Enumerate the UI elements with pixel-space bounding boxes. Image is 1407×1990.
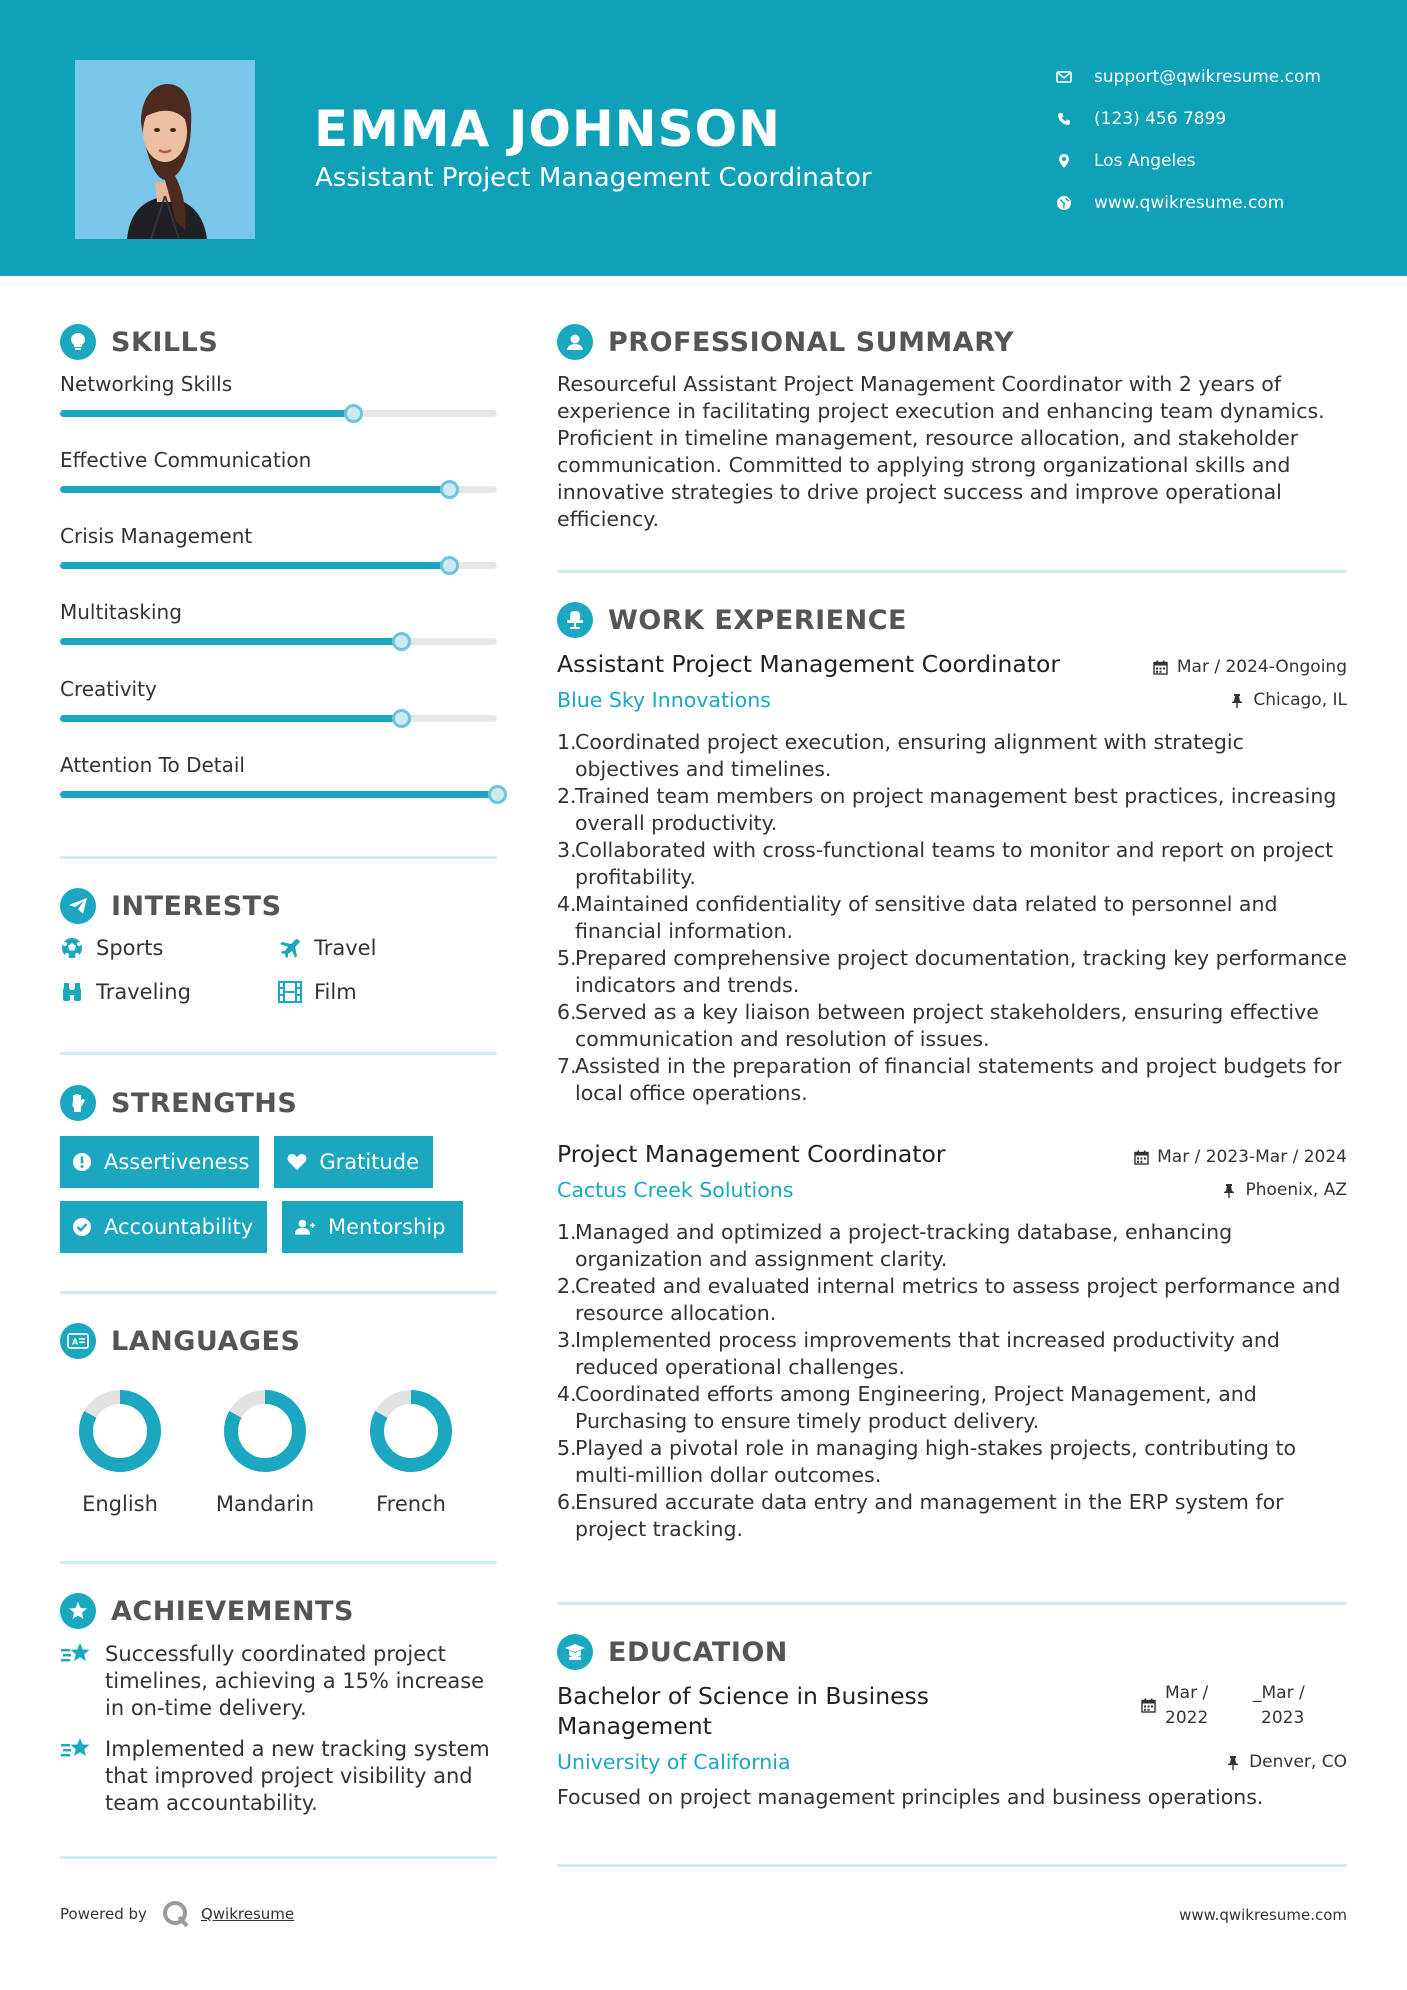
contact-location xyxy=(1055,140,1321,182)
contact-email[interactable] xyxy=(1055,56,1321,98)
skill-bar-fill xyxy=(60,715,401,722)
skill-bar-track xyxy=(60,638,497,645)
skill-name: Attention To Detail xyxy=(60,753,245,777)
job-duty-text: Coordinated project execution, ensuring alignment with strategic objectives and timelines. xyxy=(575,730,1244,781)
interest-label: Travel xyxy=(314,936,377,960)
job-duties-list xyxy=(557,1219,1347,1543)
school-name: University of California xyxy=(557,1750,791,1774)
strength-badge xyxy=(274,1136,433,1188)
job-duty-item xyxy=(557,783,1347,837)
job-location-text: Chicago, IL xyxy=(1253,690,1347,710)
education-start-date xyxy=(1165,1681,1208,1731)
phone-icon xyxy=(1055,110,1073,128)
skill-bar-track xyxy=(60,486,497,493)
job-location xyxy=(1221,1180,1347,1200)
lightbulb-icon xyxy=(60,324,96,360)
pushpin-icon xyxy=(1229,692,1245,708)
section-divider xyxy=(60,1291,497,1294)
job-duty-text: Trained team members on project management best practices, increasing overall productivity. xyxy=(575,784,1337,835)
calendar-icon xyxy=(1153,659,1169,675)
strength-label: Accountability xyxy=(104,1215,254,1239)
powered-by-label: Powered by xyxy=(60,1905,147,1923)
candidate-name: EMMA JOHNSON xyxy=(314,100,781,158)
job-duty-text: Created and evaluated internal metrics to assess project performance and resource allocation. xyxy=(575,1274,1341,1325)
resume-header xyxy=(0,0,1407,276)
globe-icon xyxy=(1055,194,1073,212)
strength-label: Gratitude xyxy=(319,1150,419,1174)
skill-bar-fill xyxy=(60,791,497,798)
job-duty-item xyxy=(557,1489,1347,1543)
job-location xyxy=(1229,690,1347,710)
job-duty-text: Prepared comprehensive project documentation, tracking key performance indicators and trends. xyxy=(575,946,1347,997)
section-divider xyxy=(557,1602,1347,1605)
contact-website-text: www.qwikresume.com xyxy=(1094,193,1285,213)
education-end-line2: 2023 xyxy=(1261,1708,1305,1728)
job-duty-number: 6. xyxy=(557,1000,577,1024)
strengths-title: STRENGTHS xyxy=(111,1087,298,1119)
profile-photo xyxy=(75,60,255,239)
job-duty-item xyxy=(557,891,1347,945)
languages-heading xyxy=(60,1323,300,1359)
job-duty-number: 3. xyxy=(557,1328,577,1352)
skill-name: Effective Communication xyxy=(60,448,312,472)
skill-bar-fill xyxy=(60,638,401,645)
job-dates-text: Mar / 2023-Mar / 2024 xyxy=(1157,1147,1347,1167)
job-duty-number: 4. xyxy=(557,1382,577,1406)
education-heading xyxy=(557,1634,788,1670)
achievement-text: Successfully coordinated project timelines, achieving a 15% increase in on-time delivery. xyxy=(105,1642,485,1720)
strength-label: Mentorship xyxy=(328,1215,446,1239)
job-duty-text: Ensured accurate data entry and management in the ERP system for project tracking. xyxy=(575,1490,1284,1541)
education-start-line2: 2022 xyxy=(1165,1708,1209,1728)
job-duty-text: Collaborated with cross-functional teams to monitor and report on project profitability. xyxy=(575,838,1334,889)
section-divider xyxy=(60,1052,497,1055)
section-divider xyxy=(60,1856,497,1859)
skill-bar-knob xyxy=(344,404,363,423)
job-duty-text: Managed and optimized a project-tracking database, enhancing organization and assignment clarity. xyxy=(575,1220,1233,1271)
user-circle-icon xyxy=(557,324,593,360)
skill-bar-track xyxy=(60,715,497,722)
job-location-text: Phoenix, AZ xyxy=(1245,1180,1347,1200)
job-duty-text: Maintained confidentiality of sensitive data related to personnel and financial information. xyxy=(575,892,1278,943)
section-divider xyxy=(557,570,1347,573)
language-icon xyxy=(60,1323,96,1359)
contact-email-text: support@qwikresume.com xyxy=(1094,67,1321,87)
calendar-icon xyxy=(1141,1698,1156,1717)
skill-item xyxy=(60,448,500,472)
job-duty-number: 3. xyxy=(557,838,577,862)
job-duty-item xyxy=(557,1219,1347,1273)
section-divider xyxy=(557,1864,1347,1867)
strength-badge xyxy=(60,1201,267,1253)
interests-heading xyxy=(60,888,282,924)
raised-fist-icon xyxy=(60,1085,96,1121)
skill-bar-knob xyxy=(488,785,507,804)
skill-bar-knob xyxy=(440,556,459,575)
film-icon xyxy=(278,980,302,1004)
language-name: English xyxy=(82,1492,158,1516)
job-duty-number: 6. xyxy=(557,1490,577,1514)
job-duty-text: Played a pivotal role in managing high-stakes projects, contributing to multi-million dollar outcomes. xyxy=(575,1436,1297,1487)
contact-phone-text: (123) 456 7899 xyxy=(1094,109,1227,129)
skill-item xyxy=(60,524,500,548)
skill-name: Networking Skills xyxy=(60,372,233,396)
user-plus-icon xyxy=(294,1216,316,1238)
contact-phone[interactable] xyxy=(1055,98,1321,140)
job-duty-item xyxy=(557,945,1347,999)
languages-title: LANGUAGES xyxy=(111,1325,301,1357)
strength-badge xyxy=(60,1136,259,1188)
interest-item xyxy=(60,936,163,960)
language-donut xyxy=(366,1386,456,1476)
envelope-icon xyxy=(1055,68,1073,86)
job-duty-number: 5. xyxy=(557,1436,577,1460)
interest-item xyxy=(278,936,376,960)
education-description: Focused on project management principles and business operations. xyxy=(557,1785,1264,1809)
strength-label: Assertiveness xyxy=(104,1150,250,1174)
skill-name: Creativity xyxy=(60,677,157,701)
skills-heading xyxy=(60,324,218,360)
job-dates xyxy=(1153,657,1347,677)
language-name: French xyxy=(376,1492,446,1516)
job-duty-item xyxy=(557,1273,1347,1327)
skill-bar-knob xyxy=(392,709,411,728)
pushpin-icon xyxy=(1221,1182,1237,1198)
shooting-star-icon xyxy=(60,1736,92,1764)
achievement-item xyxy=(60,1641,500,1722)
paper-plane-icon xyxy=(60,888,96,924)
language-item xyxy=(341,1386,481,1516)
job-title: Project Management Coordinator xyxy=(557,1140,946,1168)
briefcase-chair-icon xyxy=(557,602,593,638)
job-duty-number: 1. xyxy=(557,730,577,754)
skill-item xyxy=(60,372,500,396)
skill-name: Multitasking xyxy=(60,600,182,624)
summary-heading xyxy=(557,324,1014,360)
job-duty-number: 7. xyxy=(557,1054,577,1078)
language-item xyxy=(50,1386,190,1516)
summary-text: Resourceful Assistant Project Management Coordinator with 2 years of experience in facilitating project execution and enhancing team dynamics. Proficient in timeline management, resource allocation, and stakeholder communication. Committed to applying strong organizational skills and innovative strategies to drive project success and improve operational efficiency. xyxy=(557,372,1325,531)
skill-bar-track xyxy=(60,410,497,417)
experience-title: WORK EXPERIENCE xyxy=(608,604,907,636)
job-dates xyxy=(1133,1147,1347,1167)
binoculars-icon xyxy=(60,980,84,1004)
job-duty-number: 4. xyxy=(557,892,577,916)
qwikresume-logo-icon xyxy=(161,1899,191,1929)
degree-title: Bachelor of Science in Business Management xyxy=(557,1682,930,1740)
job-duty-number: 5. xyxy=(557,946,577,970)
job-duty-item xyxy=(557,837,1347,891)
achievements-title: ACHIEVEMENTS xyxy=(111,1595,354,1627)
skill-item xyxy=(60,753,500,777)
strength-badge xyxy=(282,1201,463,1253)
experience-heading xyxy=(557,602,907,638)
map-pin-icon xyxy=(1055,152,1073,170)
contact-location-text: Los Angeles xyxy=(1094,151,1196,171)
achievement-item xyxy=(60,1736,500,1817)
graduation-cap-icon xyxy=(557,1634,593,1670)
airplane-icon xyxy=(278,936,302,960)
job-duty-item xyxy=(557,1053,1347,1107)
job-duty-number: 2. xyxy=(557,1274,577,1298)
contact-list xyxy=(1055,56,1321,224)
skill-bar-knob xyxy=(392,632,411,651)
language-donut xyxy=(220,1386,310,1476)
job-duty-number: 1. xyxy=(557,1220,577,1244)
job-duty-text: Implemented process improvements that increased productivity and reduced operational challenges. xyxy=(575,1328,1280,1379)
job-duty-item xyxy=(557,1327,1347,1381)
skill-name: Crisis Management xyxy=(60,524,253,548)
job-company: Blue Sky Innovations xyxy=(557,688,771,712)
footer-website[interactable]: www.qwikresume.com xyxy=(1179,1906,1347,1924)
job-dates-text: Mar / 2024-Ongoing xyxy=(1176,657,1347,677)
job-duty-text: Served as a key liaison between project stakeholders, ensuring effective communication and resolution of issues. xyxy=(575,1000,1319,1051)
candidate-title: Assistant Project Management Coordinator xyxy=(315,163,872,193)
heart-icon xyxy=(286,1151,307,1173)
job-duty-number: 2. xyxy=(557,784,577,808)
section-divider xyxy=(60,1561,497,1564)
interest-label: Traveling xyxy=(96,980,191,1004)
job-duty-text: Coordinated efforts among Engineering, Project Management, and Purchasing to ensure timely product delivery. xyxy=(575,1382,1257,1433)
shooting-star-icon xyxy=(60,1641,92,1669)
skill-bar-fill xyxy=(60,486,449,493)
education-location xyxy=(1225,1752,1347,1772)
job-duty-item xyxy=(557,1381,1347,1435)
job-company: Cactus Creek Solutions xyxy=(557,1178,794,1202)
education-end-date xyxy=(1253,1681,1305,1731)
interest-item xyxy=(278,980,357,1004)
skill-bar-fill xyxy=(60,562,449,569)
job-duty-item xyxy=(557,1435,1347,1489)
exclamation-circle-icon xyxy=(72,1151,92,1173)
language-item xyxy=(195,1386,335,1516)
soccer-ball-icon xyxy=(60,936,84,960)
education-end-line1: _Mar / xyxy=(1253,1683,1305,1703)
skill-bar-track xyxy=(60,562,497,569)
job-duty-item xyxy=(557,729,1347,783)
skill-bar-track xyxy=(60,791,497,798)
job-duty-text: Assisted in the preparation of financial statements and project budgets for local office operations. xyxy=(575,1054,1342,1105)
star-badge-icon xyxy=(60,1593,96,1629)
skill-bar-fill xyxy=(60,410,353,417)
footer-powered-by xyxy=(60,1899,294,1929)
job-duties-list xyxy=(557,729,1347,1107)
interests-title: INTERESTS xyxy=(111,890,282,922)
job-duty-item xyxy=(557,999,1347,1053)
svg-text:A: A xyxy=(72,1337,79,1347)
interest-item xyxy=(60,980,191,1004)
section-divider xyxy=(60,856,497,859)
skill-bar-knob xyxy=(440,480,459,499)
education-title: EDUCATION xyxy=(608,1636,788,1668)
pushpin-icon xyxy=(1225,1754,1241,1770)
interest-label: Film xyxy=(314,980,357,1004)
contact-website[interactable] xyxy=(1055,182,1321,224)
qwikresume-link[interactable]: Qwikresume xyxy=(200,1905,295,1923)
check-circle-icon xyxy=(72,1216,92,1238)
skills-title: SKILLS xyxy=(111,326,219,358)
summary-title: PROFESSIONAL SUMMARY xyxy=(608,326,1015,358)
achievement-text: Implemented a new tracking system that improved project visibility and team accountability. xyxy=(105,1737,490,1815)
skill-item xyxy=(60,600,500,624)
language-name: Mandarin xyxy=(215,1492,315,1516)
education-location-text: Denver, CO xyxy=(1249,1752,1347,1772)
calendar-icon xyxy=(1133,1149,1149,1165)
language-donut xyxy=(75,1386,165,1476)
interest-label: Sports xyxy=(96,936,164,960)
education-start-line1: Mar / xyxy=(1165,1683,1209,1703)
strengths-heading xyxy=(60,1085,297,1121)
job-title: Assistant Project Management Coordinator xyxy=(557,650,1061,678)
skill-item xyxy=(60,677,500,701)
achievements-heading xyxy=(60,1593,354,1629)
